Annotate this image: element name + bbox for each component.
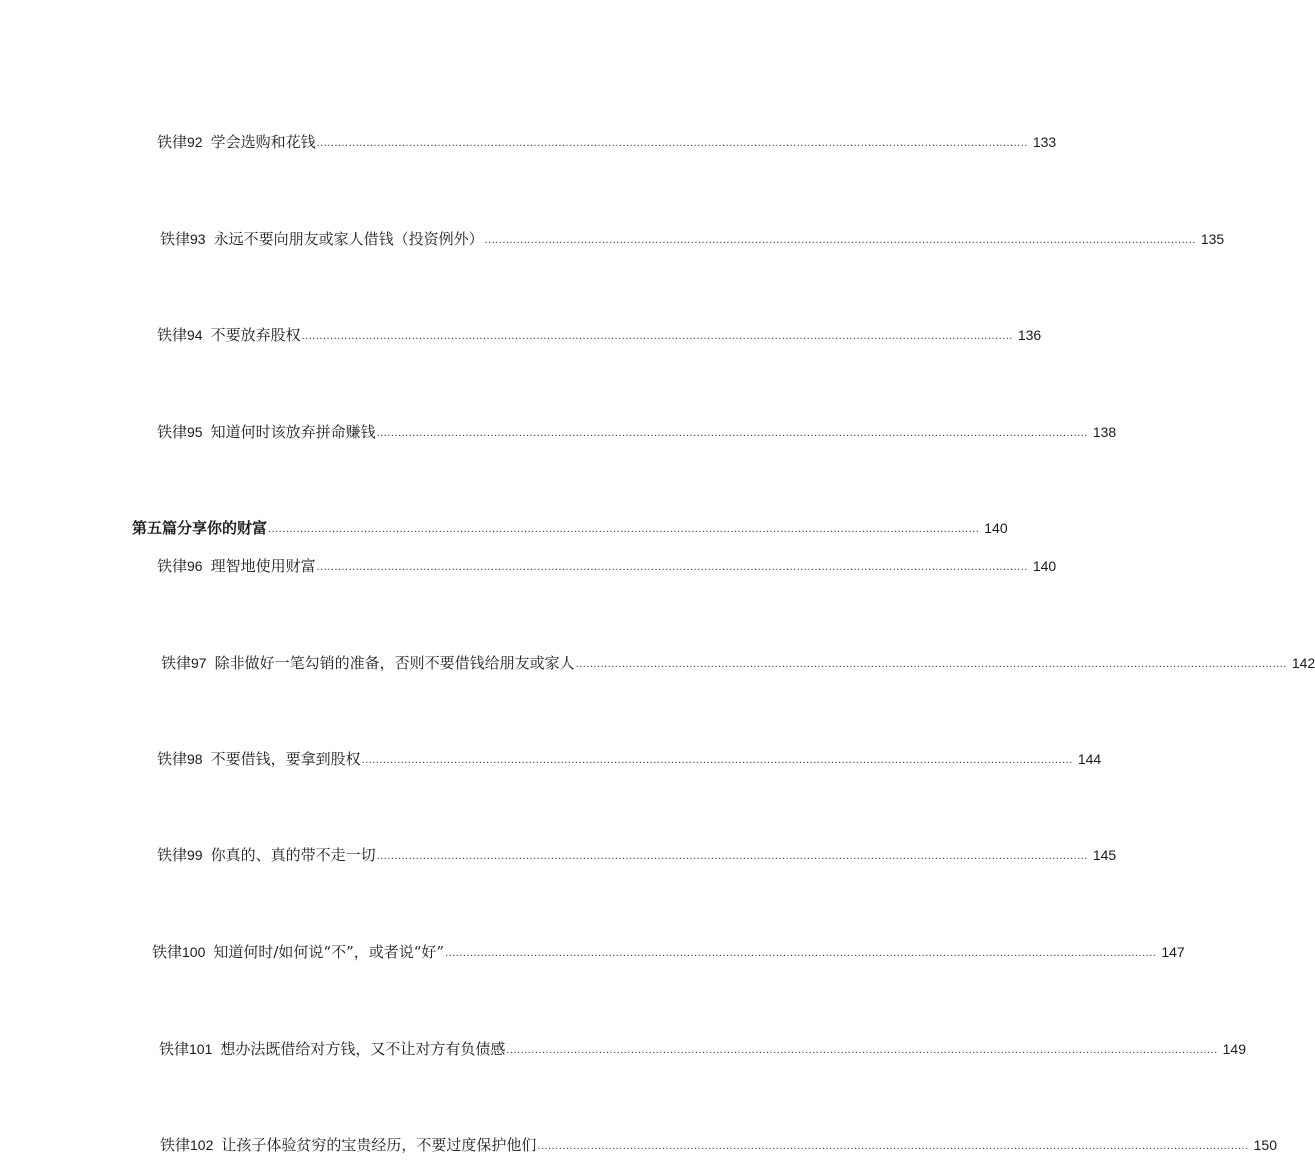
toc-entry-title: 你真的、真的带不走一切	[210, 846, 376, 864]
toc-entry-page: 147	[1161, 944, 1185, 960]
toc-entry-title: 知道何时该放弃拼命赚钱	[210, 423, 376, 441]
toc-entry-label: 铁律	[157, 557, 188, 575]
toc-entry-title: 除非做好一笔勾销的准备，否则不要借钱给朋友或家人	[214, 654, 575, 672]
toc-entry-number: 101	[189, 1041, 213, 1057]
toc-entry-number: 98	[187, 751, 203, 767]
toc-entry-100[interactable]	[152, 942, 1185, 962]
toc-entry-page: 145	[1092, 847, 1117, 863]
toc-entry-number: 97	[191, 655, 207, 671]
toc-entry-title: 永远不要向朋友或家人借钱（投资例外）	[213, 230, 484, 248]
toc-entry-label: 铁律	[157, 423, 188, 441]
toc-entry-page: 140	[1032, 558, 1057, 574]
toc-entry-97[interactable]	[161, 653, 1315, 673]
toc-entry-number: 94	[187, 327, 203, 343]
toc-entry-number: 92	[187, 134, 203, 150]
toc-entry-93[interactable]	[160, 229, 1225, 249]
toc-entry-page: 150	[1253, 1137, 1277, 1153]
dot-leader: ........................................................................................................................................................................................................	[506, 1044, 1218, 1056]
toc-entry-title: 学会选购和花钱	[210, 133, 316, 151]
toc-entry-102[interactable]	[160, 1135, 1277, 1155]
toc-entry-number: 102	[190, 1137, 214, 1153]
toc-entry-title: 不要借钱，要拿到股权	[210, 750, 361, 768]
toc-entry-94[interactable]	[157, 325, 1042, 345]
toc-entry-page: 138	[1092, 424, 1117, 440]
toc-entry-95[interactable]	[157, 422, 1117, 442]
dot-leader: ........................................................................................................................................................................................................	[445, 947, 1157, 959]
toc-part-title: 第五篇分享你的财富	[132, 519, 268, 537]
toc-entry-92[interactable]	[157, 132, 1057, 152]
toc-entry-title: 理智地使用财富	[210, 557, 316, 575]
toc-entry-title: 想办法既借给对方钱，又不让对方有负债感	[220, 1040, 506, 1058]
dot-leader: ........................................................................................................................................................................................................	[316, 561, 1028, 573]
toc-entry-number: 100	[182, 944, 206, 960]
toc-entry-label: 铁律	[161, 654, 192, 672]
toc-entry-number: 93	[190, 231, 206, 247]
toc-entry-label: 铁律	[160, 230, 191, 248]
toc-entry-title: 知道何时/如何说“不”，或者说“好”	[213, 943, 445, 961]
toc-entry-96[interactable]	[157, 556, 1057, 576]
toc-entry-label: 铁律	[157, 846, 188, 864]
toc-entry-label: 铁律	[152, 943, 183, 961]
toc-entry-page: 142	[1291, 655, 1315, 671]
dot-leader: ........................................................................................................................................................................................................	[316, 137, 1028, 149]
toc-entry-page: 144	[1077, 751, 1102, 767]
dot-leader: ........................................................................................................................................................................................................	[376, 850, 1088, 862]
dot-leader: ........................................................................................................................................................................................................	[301, 330, 1013, 342]
toc-entry-title: 让孩子体验贫穷的宝贵经历，不要过度保护他们	[221, 1136, 537, 1154]
toc-entry-page: 136	[1017, 327, 1042, 343]
toc-entry-98[interactable]	[157, 749, 1102, 769]
toc-part-5[interactable]	[132, 518, 1008, 538]
dot-leader: ........................................................................................................................................................................................................	[268, 523, 980, 535]
dot-leader: ........................................................................................................................................................................................................	[376, 427, 1088, 439]
toc-entry-number: 99	[187, 847, 203, 863]
toc-entry-number: 95	[187, 424, 203, 440]
toc-entry-99[interactable]	[157, 845, 1117, 865]
toc-entry-title: 不要放弃股权	[210, 326, 301, 344]
dot-leader: ........................................................................................................................................................................................................	[361, 754, 1073, 766]
toc-entry-label: 铁律	[159, 1040, 190, 1058]
toc-entry-page: 140	[984, 520, 1008, 536]
toc-entry-page: 133	[1032, 134, 1057, 150]
toc-entry-label: 铁律	[157, 326, 188, 344]
toc-entry-page: 135	[1200, 231, 1225, 247]
toc-entry-label: 铁律	[160, 1136, 191, 1154]
toc-entry-label: 铁律	[157, 133, 188, 151]
dot-leader: ........................................................................................................................................................................................................	[575, 658, 1287, 670]
toc-entry-page: 149	[1222, 1041, 1246, 1057]
toc-entry-number: 96	[187, 558, 203, 574]
dot-leader: ........................................................................................................................................................................................................	[537, 1140, 1249, 1152]
dot-leader: ........................................................................................................................................................................................................	[484, 234, 1196, 246]
toc-entry-101[interactable]	[159, 1039, 1246, 1059]
toc-entry-label: 铁律	[157, 750, 188, 768]
